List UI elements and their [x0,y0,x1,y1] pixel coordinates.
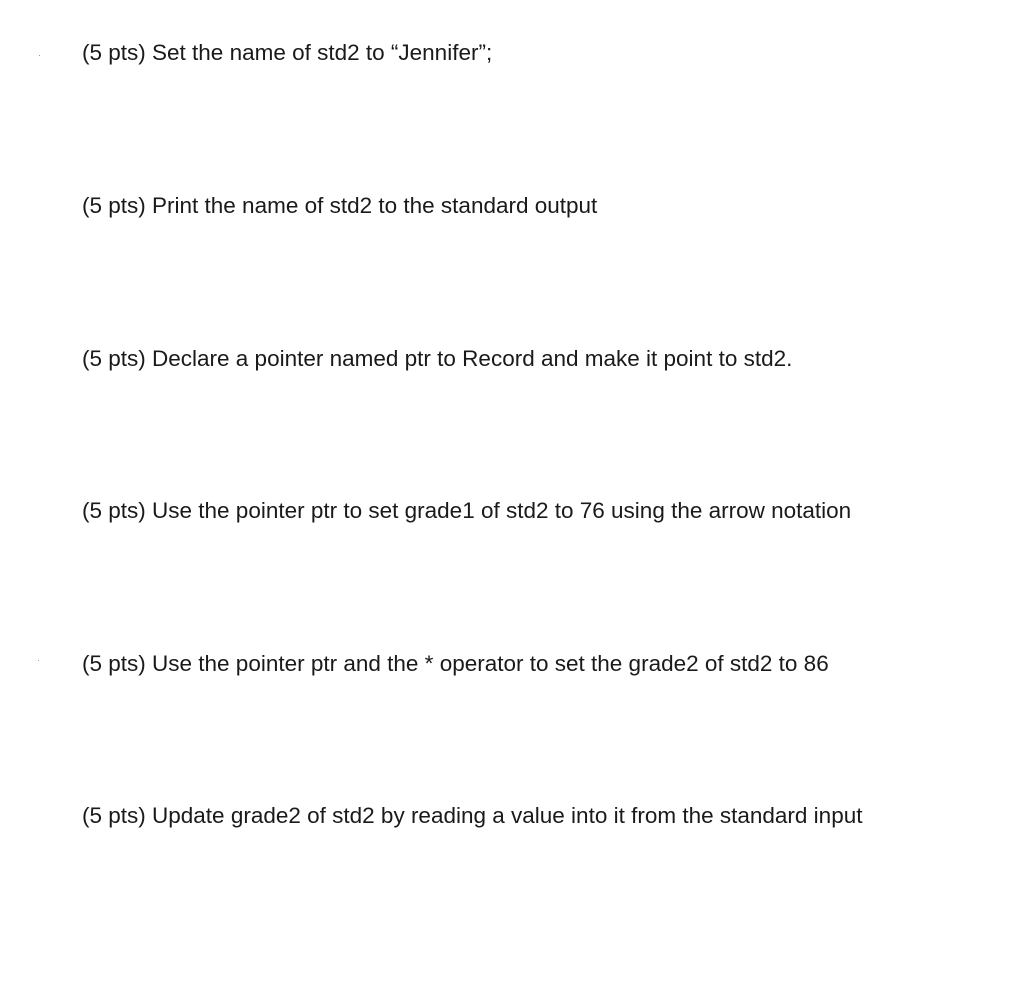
question-1-text: (5 pts) Set the name of std2 to “Jennifer”; [82,40,493,65]
scan-speck [38,660,39,661]
scan-speck [39,55,40,56]
question-3-text: (5 pts) Declare a pointer named ptr to Record and make it point to std2. [82,346,793,371]
question-2-text: (5 pts) Print the name of std2 to the standard output [82,193,598,218]
question-6-text: (5 pts) Update grade2 of std2 by reading a value into it from the standard input [82,803,863,828]
question-4-text: (5 pts) Use the pointer ptr to set grade1 of std2 to 76 using the arrow notation [82,498,852,523]
question-5-text: (5 pts) Use the pointer ptr and the * operator to set the grade2 of std2 to 86 [82,651,829,676]
